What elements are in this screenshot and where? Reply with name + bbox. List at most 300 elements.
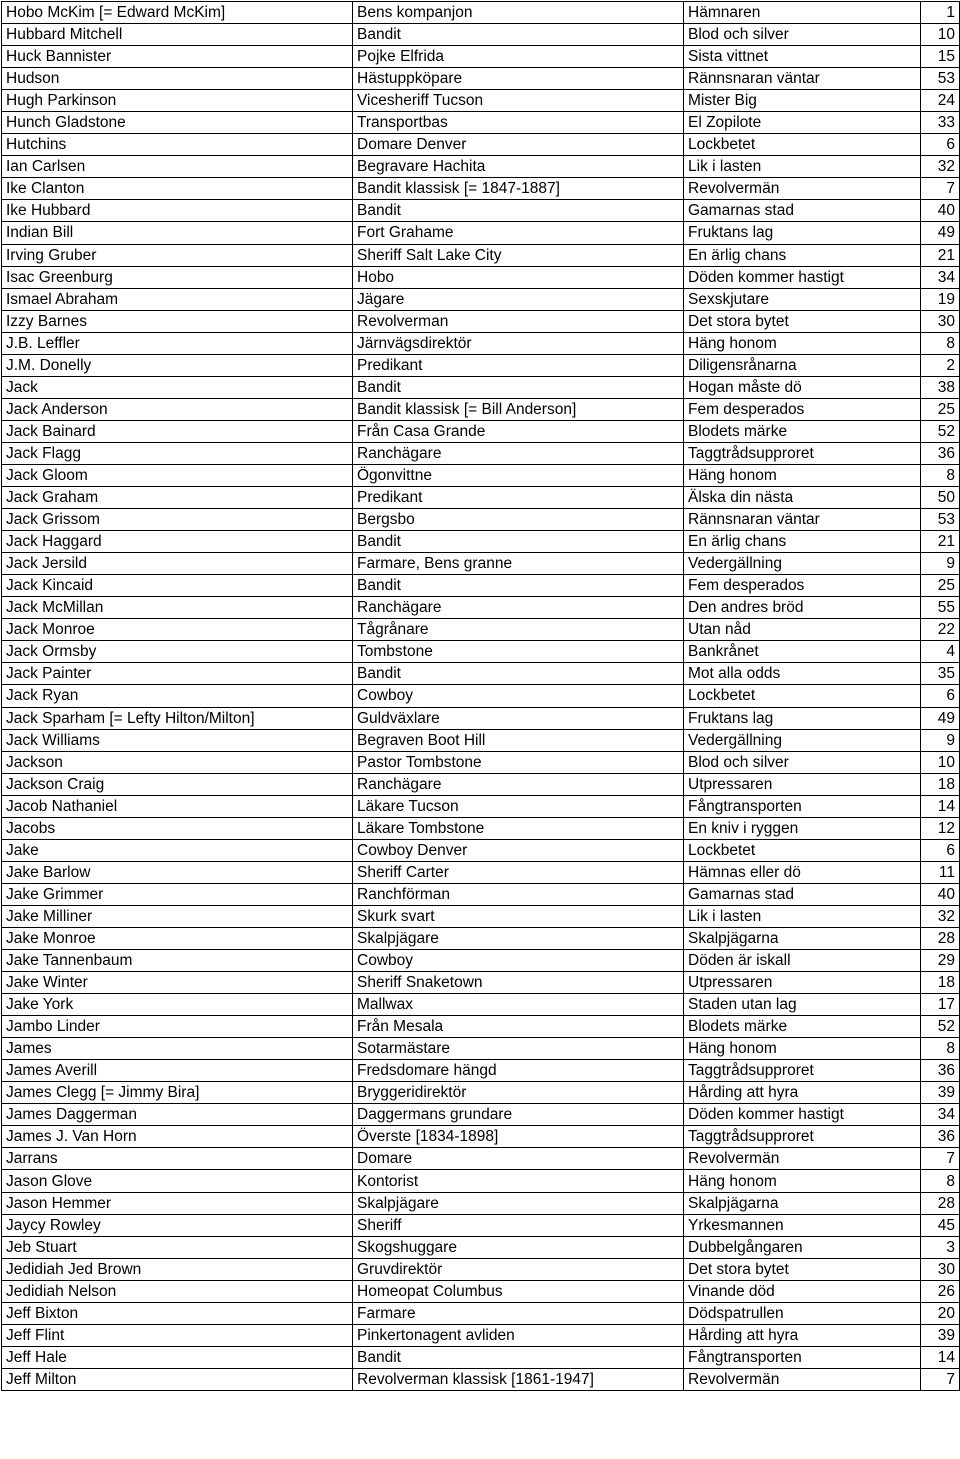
character-role-cell: Bens kompanjon [353, 2, 684, 24]
character-name-cell: Jackson [2, 751, 353, 773]
story-title-cell: Taggtrådsupproret [684, 1060, 921, 1082]
issue-number-cell: 14 [921, 795, 960, 817]
story-title-cell: Rännsnaran väntar [684, 68, 921, 90]
story-title-cell: Sexskjutare [684, 288, 921, 310]
table-row [2, 751, 960, 773]
character-name-cell: James Clegg [= Jimmy Bira] [2, 1082, 353, 1104]
table-row [2, 376, 960, 398]
issue-number-cell: 15 [921, 46, 960, 68]
character-role-cell: Begravare Hachita [353, 156, 684, 178]
story-title-cell: Döden är iskall [684, 950, 921, 972]
character-name-cell: Jarrans [2, 1148, 353, 1170]
issue-number-cell: 49 [921, 222, 960, 244]
table-row [2, 420, 960, 442]
character-name-cell: Hunch Gladstone [2, 112, 353, 134]
table-row [2, 1258, 960, 1280]
character-role-cell: Domare Denver [353, 134, 684, 156]
character-name-cell: Jack Ryan [2, 685, 353, 707]
issue-number-cell: 53 [921, 509, 960, 531]
issue-number-cell: 32 [921, 905, 960, 927]
table-row [2, 24, 960, 46]
story-title-cell: Sista vittnet [684, 46, 921, 68]
character-role-cell: Från Casa Grande [353, 420, 684, 442]
table-row [2, 1170, 960, 1192]
character-name-cell: James [2, 1038, 353, 1060]
table-row [2, 68, 960, 90]
table-row [2, 1236, 960, 1258]
story-title-cell: Det stora bytet [684, 310, 921, 332]
character-name-cell: Jack Ormsby [2, 641, 353, 663]
character-role-cell: Fort Grahame [353, 222, 684, 244]
table-row [2, 1126, 960, 1148]
character-role-cell: Bandit [353, 1346, 684, 1368]
issue-number-cell: 49 [921, 707, 960, 729]
issue-number-cell: 6 [921, 839, 960, 861]
character-role-cell: Sheriff Carter [353, 861, 684, 883]
story-title-cell: Gamarnas stad [684, 200, 921, 222]
story-title-cell: Taggtrådsupproret [684, 1126, 921, 1148]
character-name-cell: Jake Barlow [2, 861, 353, 883]
story-title-cell: Skalpjägarna [684, 927, 921, 949]
table-row [2, 553, 960, 575]
character-name-cell: Ike Clanton [2, 178, 353, 200]
character-role-cell: Bergsbo [353, 509, 684, 531]
table-row [2, 1104, 960, 1126]
table-row [2, 487, 960, 509]
issue-number-cell: 36 [921, 1126, 960, 1148]
character-role-cell: Predikant [353, 354, 684, 376]
table-row [2, 1060, 960, 1082]
table-row [2, 288, 960, 310]
story-title-cell: Yrkesmannen [684, 1214, 921, 1236]
character-name-cell: Jake Winter [2, 972, 353, 994]
character-name-cell: Huck Bannister [2, 46, 353, 68]
character-name-cell: Jack Gloom [2, 464, 353, 486]
issue-number-cell: 30 [921, 1258, 960, 1280]
character-role-cell: Cowboy Denver [353, 839, 684, 861]
character-name-cell: Jedidiah Jed Brown [2, 1258, 353, 1280]
issue-number-cell: 39 [921, 1082, 960, 1104]
issue-number-cell: 21 [921, 244, 960, 266]
character-role-cell: Skalpjägare [353, 927, 684, 949]
table-row [2, 134, 960, 156]
character-name-cell: Jacobs [2, 817, 353, 839]
table-row [2, 817, 960, 839]
issue-number-cell: 6 [921, 134, 960, 156]
character-role-cell: Gruvdirektör [353, 1258, 684, 1280]
issue-number-cell: 52 [921, 1016, 960, 1038]
character-name-cell: Hubbard Mitchell [2, 24, 353, 46]
table-row [2, 200, 960, 222]
character-role-cell: Kontorist [353, 1170, 684, 1192]
character-name-cell: Jack Jersild [2, 553, 353, 575]
story-title-cell: Revolvermän [684, 1368, 921, 1390]
character-name-cell: Jack Grissom [2, 509, 353, 531]
character-name-cell: Jake Grimmer [2, 883, 353, 905]
issue-number-cell: 14 [921, 1346, 960, 1368]
character-name-cell: Hudson [2, 68, 353, 90]
story-title-cell: En kniv i ryggen [684, 817, 921, 839]
issue-number-cell: 45 [921, 1214, 960, 1236]
issue-number-cell: 30 [921, 310, 960, 332]
story-title-cell: Blodets märke [684, 420, 921, 442]
character-role-cell: Domare [353, 1148, 684, 1170]
story-title-cell: Fångtransporten [684, 1346, 921, 1368]
table-row [2, 994, 960, 1016]
character-role-cell: Transportbas [353, 112, 684, 134]
character-name-cell: Ismael Abraham [2, 288, 353, 310]
character-role-cell: Bandit [353, 24, 684, 46]
character-role-cell: Mallwax [353, 994, 684, 1016]
issue-number-cell: 25 [921, 575, 960, 597]
issue-number-cell: 7 [921, 1148, 960, 1170]
table-row [2, 597, 960, 619]
story-title-cell: Vinande död [684, 1280, 921, 1302]
character-role-cell: Hästuppköpare [353, 68, 684, 90]
character-role-cell: Överste [1834-1898] [353, 1126, 684, 1148]
table-row [2, 1082, 960, 1104]
character-role-cell: Predikant [353, 487, 684, 509]
character-name-cell: Hobo McKim [= Edward McKim] [2, 2, 353, 24]
story-title-cell: Häng honom [684, 464, 921, 486]
character-name-cell: Ian Carlsen [2, 156, 353, 178]
issue-number-cell: 20 [921, 1302, 960, 1324]
character-name-cell: Jackson Craig [2, 773, 353, 795]
issue-number-cell: 24 [921, 90, 960, 112]
character-name-cell: Jeff Flint [2, 1324, 353, 1346]
character-role-cell: Revolverman klassisk [1861-1947] [353, 1368, 684, 1390]
table-row [2, 663, 960, 685]
issue-number-cell: 40 [921, 883, 960, 905]
character-name-cell: Jeb Stuart [2, 1236, 353, 1258]
table-row [2, 1346, 960, 1368]
character-role-cell: Bandit klassisk [= Bill Anderson] [353, 398, 684, 420]
story-title-cell: Häng honom [684, 1038, 921, 1060]
table-row [2, 112, 960, 134]
table-row [2, 531, 960, 553]
character-name-cell: J.B. Leffler [2, 332, 353, 354]
character-name-cell: Indian Bill [2, 222, 353, 244]
character-role-cell: Pinkertonagent avliden [353, 1324, 684, 1346]
table-row [2, 266, 960, 288]
character-role-cell: Järnvägsdirektör [353, 332, 684, 354]
character-name-cell: Jack Monroe [2, 619, 353, 641]
story-title-cell: Blod och silver [684, 24, 921, 46]
table-row [2, 839, 960, 861]
character-role-cell: Jägare [353, 288, 684, 310]
story-title-cell: Fångtransporten [684, 795, 921, 817]
story-title-cell: Den andres bröd [684, 597, 921, 619]
character-name-cell: Jake York [2, 994, 353, 1016]
character-name-cell: Izzy Barnes [2, 310, 353, 332]
story-title-cell: Lockbetet [684, 685, 921, 707]
story-title-cell: Revolvermän [684, 1148, 921, 1170]
issue-number-cell: 53 [921, 68, 960, 90]
issue-number-cell: 25 [921, 398, 960, 420]
character-role-cell: Revolverman [353, 310, 684, 332]
character-role-cell: Skogshuggare [353, 1236, 684, 1258]
issue-number-cell: 22 [921, 619, 960, 641]
character-role-cell: Tombstone [353, 641, 684, 663]
story-title-cell: Gamarnas stad [684, 883, 921, 905]
issue-number-cell: 10 [921, 24, 960, 46]
table-row [2, 509, 960, 531]
table-row [2, 1214, 960, 1236]
table-row [2, 707, 960, 729]
story-title-cell: Lik i lasten [684, 905, 921, 927]
character-name-cell: Jack Sparham [= Lefty Hilton/Milton] [2, 707, 353, 729]
story-title-cell: Fruktans lag [684, 707, 921, 729]
character-role-cell: Hobo [353, 266, 684, 288]
issue-number-cell: 11 [921, 861, 960, 883]
table-row [2, 575, 960, 597]
character-role-cell: Läkare Tombstone [353, 817, 684, 839]
story-title-cell: Hämnas eller dö [684, 861, 921, 883]
issue-number-cell: 4 [921, 641, 960, 663]
table-row [2, 442, 960, 464]
story-title-cell: Blod och silver [684, 751, 921, 773]
issue-number-cell: 1 [921, 2, 960, 24]
issue-number-cell: 50 [921, 487, 960, 509]
character-role-cell: Ögonvittne [353, 464, 684, 486]
table-row [2, 90, 960, 112]
issue-number-cell: 36 [921, 1060, 960, 1082]
table-row [2, 464, 960, 486]
issue-number-cell: 9 [921, 553, 960, 575]
story-title-cell: Bankrånet [684, 641, 921, 663]
character-role-cell: Begraven Boot Hill [353, 729, 684, 751]
character-role-cell: Bandit [353, 531, 684, 553]
character-role-cell: Sotarmästare [353, 1038, 684, 1060]
issue-number-cell: 17 [921, 994, 960, 1016]
story-title-cell: Staden utan lag [684, 994, 921, 1016]
issue-number-cell: 8 [921, 332, 960, 354]
issue-number-cell: 7 [921, 178, 960, 200]
issue-number-cell: 18 [921, 972, 960, 994]
character-index-table [1, 1, 960, 1391]
story-title-cell: Döden kommer hastigt [684, 1104, 921, 1126]
story-title-cell: Häng honom [684, 332, 921, 354]
character-role-cell: Ranchägare [353, 773, 684, 795]
character-role-cell: Ranchägare [353, 442, 684, 464]
character-role-cell: Bryggeridirektör [353, 1082, 684, 1104]
character-role-cell: Sheriff Snaketown [353, 972, 684, 994]
issue-number-cell: 6 [921, 685, 960, 707]
table-row [2, 1280, 960, 1302]
story-title-cell: Dubbelgångaren [684, 1236, 921, 1258]
table-row [2, 950, 960, 972]
character-role-cell: Cowboy [353, 685, 684, 707]
story-title-cell: Lik i lasten [684, 156, 921, 178]
table-row [2, 619, 960, 641]
character-role-cell: Bandit [353, 575, 684, 597]
table-row [2, 795, 960, 817]
issue-number-cell: 18 [921, 773, 960, 795]
table-row [2, 1302, 960, 1324]
table-row [2, 861, 960, 883]
character-name-cell: Hugh Parkinson [2, 90, 353, 112]
character-name-cell: Jack Painter [2, 663, 353, 685]
character-role-cell: Från Mesala [353, 1016, 684, 1038]
issue-number-cell: 10 [921, 751, 960, 773]
issue-number-cell: 8 [921, 1038, 960, 1060]
character-role-cell: Ranchägare [353, 597, 684, 619]
issue-number-cell: 28 [921, 927, 960, 949]
character-name-cell: Jason Hemmer [2, 1192, 353, 1214]
story-title-cell: Dödspatrullen [684, 1302, 921, 1324]
character-name-cell: Jack Williams [2, 729, 353, 751]
character-name-cell: Isac Greenburg [2, 266, 353, 288]
character-name-cell: Jack Anderson [2, 398, 353, 420]
character-name-cell: Jason Glove [2, 1170, 353, 1192]
issue-number-cell: 19 [921, 288, 960, 310]
issue-number-cell: 34 [921, 1104, 960, 1126]
table-row [2, 178, 960, 200]
character-role-cell: Pojke Elfrida [353, 46, 684, 68]
story-title-cell: Hårding att hyra [684, 1324, 921, 1346]
story-title-cell: Vedergällning [684, 553, 921, 575]
character-role-cell: Bandit [353, 200, 684, 222]
story-title-cell: Älska din nästa [684, 487, 921, 509]
table-row [2, 222, 960, 244]
issue-number-cell: 7 [921, 1368, 960, 1390]
table-row [2, 1368, 960, 1390]
issue-number-cell: 3 [921, 1236, 960, 1258]
character-name-cell: Jeff Bixton [2, 1302, 353, 1324]
character-name-cell: Jack [2, 376, 353, 398]
character-role-cell: Bandit klassisk [= 1847-1887] [353, 178, 684, 200]
character-name-cell: Jack Haggard [2, 531, 353, 553]
story-title-cell: Hårding att hyra [684, 1082, 921, 1104]
character-name-cell: Jake Monroe [2, 927, 353, 949]
character-name-cell: Jack Kincaid [2, 575, 353, 597]
character-name-cell: Jambo Linder [2, 1016, 353, 1038]
story-title-cell: El Zopilote [684, 112, 921, 134]
character-role-cell: Skalpjägare [353, 1192, 684, 1214]
character-role-cell: Farmare, Bens granne [353, 553, 684, 575]
issue-number-cell: 9 [921, 729, 960, 751]
table-row [2, 773, 960, 795]
issue-number-cell: 52 [921, 420, 960, 442]
table-row [2, 883, 960, 905]
issue-number-cell: 8 [921, 1170, 960, 1192]
story-title-cell: En ärlig chans [684, 244, 921, 266]
table-row [2, 332, 960, 354]
table-row [2, 1038, 960, 1060]
table-row [2, 1324, 960, 1346]
character-name-cell: J.M. Donelly [2, 354, 353, 376]
character-name-cell: Hutchins [2, 134, 353, 156]
table-row [2, 729, 960, 751]
character-role-cell: Fredsdomare hängd [353, 1060, 684, 1082]
issue-number-cell: 39 [921, 1324, 960, 1346]
character-name-cell: James Averill [2, 1060, 353, 1082]
issue-number-cell: 8 [921, 464, 960, 486]
character-name-cell: James J. Van Horn [2, 1126, 353, 1148]
character-role-cell: Daggermans grundare [353, 1104, 684, 1126]
character-role-cell: Pastor Tombstone [353, 751, 684, 773]
story-title-cell: Revolvermän [684, 178, 921, 200]
character-name-cell: Jack Graham [2, 487, 353, 509]
issue-number-cell: 2 [921, 354, 960, 376]
character-name-cell: Jeff Hale [2, 1346, 353, 1368]
issue-number-cell: 32 [921, 156, 960, 178]
issue-number-cell: 38 [921, 376, 960, 398]
story-title-cell: Rännsnaran väntar [684, 509, 921, 531]
story-title-cell: Hämnaren [684, 2, 921, 24]
character-role-cell: Cowboy [353, 950, 684, 972]
story-title-cell: Lockbetet [684, 839, 921, 861]
character-name-cell: Jake Milliner [2, 905, 353, 927]
story-title-cell: Det stora bytet [684, 1258, 921, 1280]
story-title-cell: Häng honom [684, 1170, 921, 1192]
table-row [2, 1192, 960, 1214]
table-row [2, 46, 960, 68]
story-title-cell: Taggtrådsupproret [684, 442, 921, 464]
table-row [2, 972, 960, 994]
character-role-cell: Skurk svart [353, 905, 684, 927]
character-role-cell: Farmare [353, 1302, 684, 1324]
character-role-cell: Sheriff Salt Lake City [353, 244, 684, 266]
character-name-cell: Jake Tannenbaum [2, 950, 353, 972]
table-row [2, 244, 960, 266]
issue-number-cell: 12 [921, 817, 960, 839]
character-name-cell: Jedidiah Nelson [2, 1280, 353, 1302]
character-name-cell: James Daggerman [2, 1104, 353, 1126]
story-title-cell: Skalpjägarna [684, 1192, 921, 1214]
story-title-cell: Mister Big [684, 90, 921, 112]
story-title-cell: Utpressaren [684, 972, 921, 994]
issue-number-cell: 33 [921, 112, 960, 134]
character-role-cell: Tågrånare [353, 619, 684, 641]
character-role-cell: Bandit [353, 376, 684, 398]
character-role-cell: Homeopat Columbus [353, 1280, 684, 1302]
character-role-cell: Sheriff [353, 1214, 684, 1236]
character-name-cell: Jaycy Rowley [2, 1214, 353, 1236]
issue-number-cell: 55 [921, 597, 960, 619]
character-name-cell: Jake [2, 839, 353, 861]
story-title-cell: Utan nåd [684, 619, 921, 641]
character-name-cell: Jacob Nathaniel [2, 795, 353, 817]
character-role-cell: Läkare Tucson [353, 795, 684, 817]
character-name-cell: Irving Gruber [2, 244, 353, 266]
character-name-cell: Ike Hubbard [2, 200, 353, 222]
story-title-cell: Fruktans lag [684, 222, 921, 244]
table-row [2, 2, 960, 24]
issue-number-cell: 40 [921, 200, 960, 222]
table-row [2, 1148, 960, 1170]
story-title-cell: Fem desperados [684, 398, 921, 420]
character-role-cell: Vicesheriff Tucson [353, 90, 684, 112]
table-row [2, 1016, 960, 1038]
character-role-cell: Guldväxlare [353, 707, 684, 729]
table-body [2, 2, 960, 1391]
table-row [2, 685, 960, 707]
issue-number-cell: 36 [921, 442, 960, 464]
story-title-cell: Vedergällning [684, 729, 921, 751]
story-title-cell: Diligensrånarna [684, 354, 921, 376]
character-name-cell: Jack McMillan [2, 597, 353, 619]
story-title-cell: Döden kommer hastigt [684, 266, 921, 288]
story-title-cell: Lockbetet [684, 134, 921, 156]
character-name-cell: Jack Flagg [2, 442, 353, 464]
issue-number-cell: 26 [921, 1280, 960, 1302]
issue-number-cell: 28 [921, 1192, 960, 1214]
table-row [2, 905, 960, 927]
table-row [2, 398, 960, 420]
table-row [2, 354, 960, 376]
table-row [2, 927, 960, 949]
